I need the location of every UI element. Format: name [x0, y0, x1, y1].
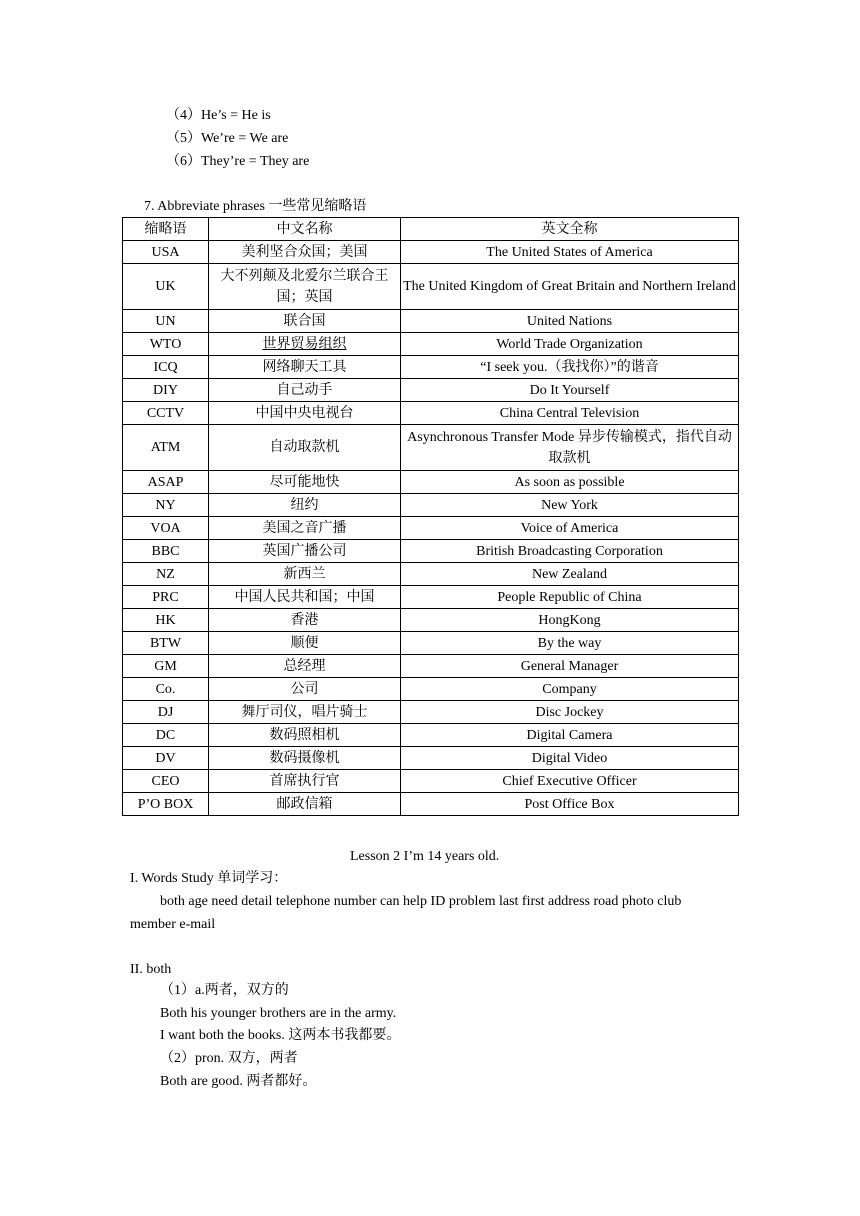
abbr-cell: ATM: [123, 425, 209, 471]
contraction-line-6: （6）They’re = They are: [166, 154, 310, 169]
table-header-row: [123, 218, 739, 241]
en-cell: General Manager: [401, 655, 739, 678]
table-row: [123, 494, 739, 517]
table-row: [123, 425, 739, 471]
abbr-cell: BTW: [123, 632, 209, 655]
contraction-line-5: （5）We’re = We are: [166, 131, 289, 146]
table-row: [123, 701, 739, 724]
table-row: [123, 356, 739, 379]
lesson-title: Lesson 2 I’m 14 years old.: [350, 849, 500, 864]
section-7-title: 7. Abbreviate phrases 一些常见缩略语: [144, 199, 367, 214]
header-abbr: 缩略语: [123, 218, 209, 241]
abbr-cell: PRC: [123, 586, 209, 609]
en-cell: Company: [401, 678, 739, 701]
cn-cell: 网络聊天工具: [209, 356, 401, 379]
table-row: [123, 540, 739, 563]
cn-cell: 英国广播公司: [209, 540, 401, 563]
table-row: [123, 402, 739, 425]
abbr-cell: NZ: [123, 563, 209, 586]
contraction-line-4: （4）He’s = He is: [166, 108, 271, 123]
en-cell: Voice of America: [401, 517, 739, 540]
cn-cell: 舞厅司仪，唱片骑士: [209, 701, 401, 724]
abbr-cell: BBC: [123, 540, 209, 563]
cn-cell: 自动取款机: [209, 425, 401, 471]
cn-cell: 美国之音广播: [209, 517, 401, 540]
en-cell: Do It Yourself: [401, 379, 739, 402]
cn-cell: 数码照相机: [209, 724, 401, 747]
cn-cell: 大不列颠及北爱尔兰联合王国；英国: [209, 264, 401, 310]
en-cell: Disc Jockey: [401, 701, 739, 724]
abbr-cell: WTO: [123, 333, 209, 356]
table-row: [123, 379, 739, 402]
table-row: [123, 655, 739, 678]
en-cell: New Zealand: [401, 563, 739, 586]
abbr-cell: GM: [123, 655, 209, 678]
en-cell: Digital Camera: [401, 724, 739, 747]
en-cell: World Trade Organization: [401, 333, 739, 356]
cn-cell: 新西兰: [209, 563, 401, 586]
abbr-cell: NY: [123, 494, 209, 517]
abbr-cell: DC: [123, 724, 209, 747]
both-example-3: Both are good. 两者都好。: [160, 1074, 317, 1089]
en-cell: By the way: [401, 632, 739, 655]
en-cell: The United States of America: [401, 241, 739, 264]
abbr-cell: DV: [123, 747, 209, 770]
header-cn: 中文名称: [209, 218, 401, 241]
en-cell: HongKong: [401, 609, 739, 632]
abbr-cell: CEO: [123, 770, 209, 793]
both-heading: II. both: [130, 962, 172, 977]
words-study-heading: I. Words Study 单词学习：: [130, 871, 288, 886]
en-cell: Post Office Box: [401, 793, 739, 816]
en-cell: As soon as possible: [401, 471, 739, 494]
table-row: [123, 678, 739, 701]
abbr-cell: DIY: [123, 379, 209, 402]
cn-cell: 总经理: [209, 655, 401, 678]
abbr-cell: UN: [123, 310, 209, 333]
table-row: [123, 724, 739, 747]
en-cell: China Central Television: [401, 402, 739, 425]
cn-cell: 美利坚合众国；美国: [209, 241, 401, 264]
cn-cell: 香港: [209, 609, 401, 632]
cn-cell: [209, 333, 401, 356]
en-cell: People Republic of China: [401, 586, 739, 609]
abbr-cell: DJ: [123, 701, 209, 724]
abbr-cell: Co.: [123, 678, 209, 701]
cn-cell: 中国中央电视台: [209, 402, 401, 425]
words-study-line-2: member e-mail: [130, 917, 216, 932]
en-cell: British Broadcasting Corporation: [401, 540, 739, 563]
table-row: [123, 264, 739, 310]
table-row: [123, 517, 739, 540]
table-row: [123, 586, 739, 609]
table-row: [123, 471, 739, 494]
abbr-cell: VOA: [123, 517, 209, 540]
words-study-line-1: both age need detail telephone number can help ID problem last first address road photo club: [160, 894, 682, 909]
table-row: [123, 241, 739, 264]
cn-cell: 纽约: [209, 494, 401, 517]
abbr-cell: HK: [123, 609, 209, 632]
abbr-cell: P’O BOX: [123, 793, 209, 816]
en-cell: Asynchronous Transfer Mode 异步传输模式，指代自动取款机: [401, 425, 739, 471]
en-cell: New York: [401, 494, 739, 517]
cn-cell: 顺便: [209, 632, 401, 655]
cn-cell: 尽可能地快: [209, 471, 401, 494]
wto-link-text: 世界贸易组织: [262, 336, 347, 352]
cn-cell: 联合国: [209, 310, 401, 333]
en-cell: The United Kingdom of Great Britain and Northern Ireland: [401, 264, 739, 310]
cn-cell: 自己动手: [209, 379, 401, 402]
abbr-cell: CCTV: [123, 402, 209, 425]
table-row: [123, 770, 739, 793]
en-cell: United Nations: [401, 310, 739, 333]
abbr-cell: ICQ: [123, 356, 209, 379]
abbr-cell: UK: [123, 264, 209, 310]
both-example-2: I want both the books. 这两本书我都要。: [160, 1028, 401, 1043]
table-row: [123, 747, 739, 770]
abbreviation-table: [122, 217, 739, 816]
table-row: [123, 310, 739, 333]
en-cell: Digital Video: [401, 747, 739, 770]
header-en: 英文全称: [401, 218, 739, 241]
table-row: [123, 333, 739, 356]
abbr-cell: ASAP: [123, 471, 209, 494]
en-cell: Chief Executive Officer: [401, 770, 739, 793]
abbr-cell: USA: [123, 241, 209, 264]
table-row: [123, 563, 739, 586]
cn-cell: 数码摄像机: [209, 747, 401, 770]
both-sense-1: （1）a.两者，双方的: [160, 983, 289, 998]
table-row: [123, 609, 739, 632]
both-example-1: Both his younger brothers are in the army.: [160, 1006, 397, 1021]
cn-cell: 首席执行官: [209, 770, 401, 793]
both-sense-2: （2）pron. 双方，两者: [160, 1051, 298, 1066]
en-cell: “I seek you.（我找你）”的谐音: [401, 356, 739, 379]
table-row: [123, 793, 739, 816]
table-row: [123, 632, 739, 655]
cn-cell: 公司: [209, 678, 401, 701]
cn-cell: 中国人民共和国；中国: [209, 586, 401, 609]
cn-cell: 邮政信箱: [209, 793, 401, 816]
